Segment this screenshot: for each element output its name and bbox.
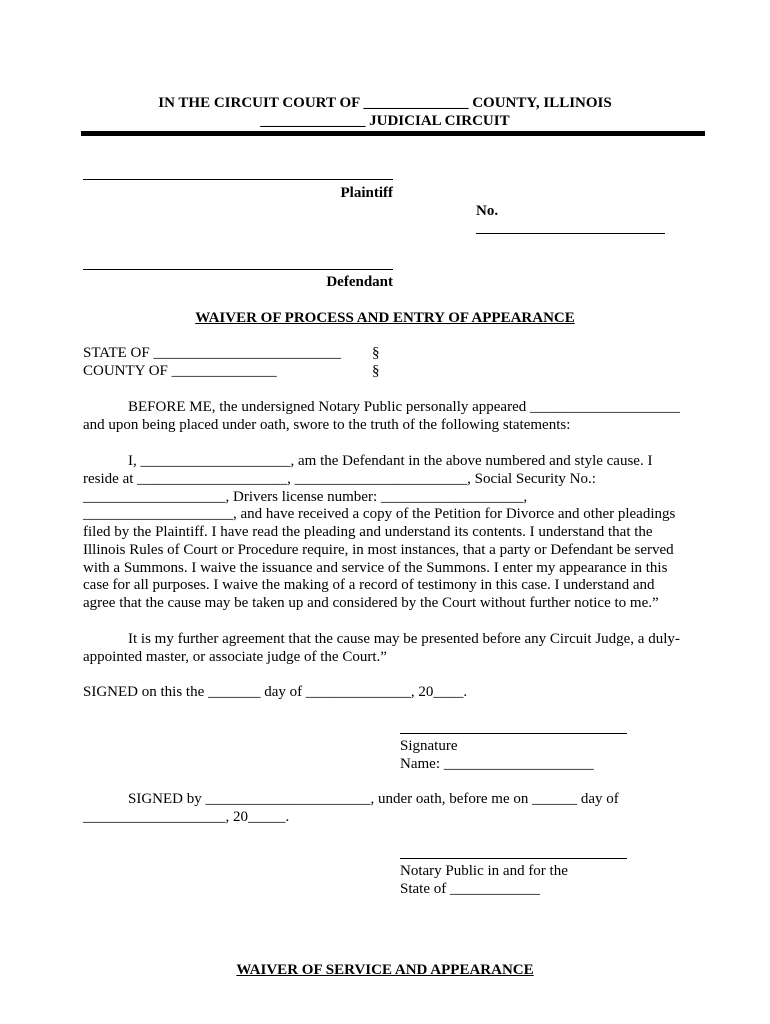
statement-line: ____________________, and have received a copy of the Petition for Divorce and other pleadings [83, 506, 676, 522]
statement-line: ___________________, Drivers license number: ___________________, [83, 489, 528, 505]
case-number-line [476, 233, 665, 234]
statement-line: I, ____________________, am the Defendant in the above numbered and style cause. I [128, 453, 653, 469]
notary-state-line: State of ____________ [400, 881, 540, 897]
defendant-name-line [83, 269, 393, 270]
statement-line: reside at ____________________, _______________________, Social Security No.: [83, 471, 596, 487]
statement-line: filed by the Plaintiff. I have read the pleading and understand its contents. I understand that the [83, 524, 653, 540]
statement-line: Illinois Rules of Court or Procedure require, in most instances, that a party or Defendant be served [83, 542, 674, 558]
plaintiff-name-line [83, 179, 393, 180]
notary-signed-line1: SIGNED by ______________________, under oath, before me on ______ day of [128, 791, 619, 807]
signer-name-line: Name: ____________________ [400, 756, 594, 772]
court-heading: IN THE CIRCUIT COURT OF ______________ COUNTY, ILLINOIS [158, 95, 612, 111]
signature-label: Signature [400, 738, 458, 754]
paragraph-notary-intro-line1: BEFORE ME, the undersigned Notary Public personally appeared ____________________ [128, 399, 680, 415]
case-number-label: No. [476, 203, 499, 219]
agreement-line1: It is my further agreement that the cause may be presented before any Circuit Judge, a duly- [128, 631, 680, 647]
section-symbol: § [372, 363, 380, 379]
statement-line: agree that the cause may be taken up and considered by the Court without further notice to me.” [83, 595, 659, 611]
document-title: WAIVER OF PROCESS AND ENTRY OF APPEARANCE [195, 310, 575, 326]
signature-line [400, 733, 627, 734]
plaintiff-label: Plaintiff [340, 185, 393, 201]
header-rule [81, 131, 705, 136]
paragraph-notary-intro-line2: and upon being placed under oath, swore to the truth of the following statements: [83, 417, 571, 433]
notary-signature-line [400, 858, 627, 859]
venue-state: STATE OF _________________________ [83, 345, 341, 361]
footer-title: WAIVER OF SERVICE AND APPEARANCE [236, 962, 534, 978]
judicial-circuit-heading: ______________ JUDICIAL CIRCUIT [260, 113, 510, 129]
defendant-label: Defendant [326, 274, 393, 290]
statement-line: with a Summons. I waive the issuance and service of the Summons. I enter my appearance in this [83, 560, 668, 576]
venue-county: COUNTY OF ______________ [83, 363, 277, 379]
section-symbol: § [372, 345, 380, 361]
notary-signed-line2: ___________________, 20_____. [83, 809, 290, 825]
notary-title: Notary Public in and for the [400, 863, 568, 879]
signed-date-line: SIGNED on this the _______ day of ______________, 20____. [83, 684, 468, 700]
statement-line: case for all purposes. I waive the making of a record of testimony in this case. I understand and [83, 577, 655, 593]
agreement-line2: appointed master, or associate judge of the Court.” [83, 649, 387, 665]
